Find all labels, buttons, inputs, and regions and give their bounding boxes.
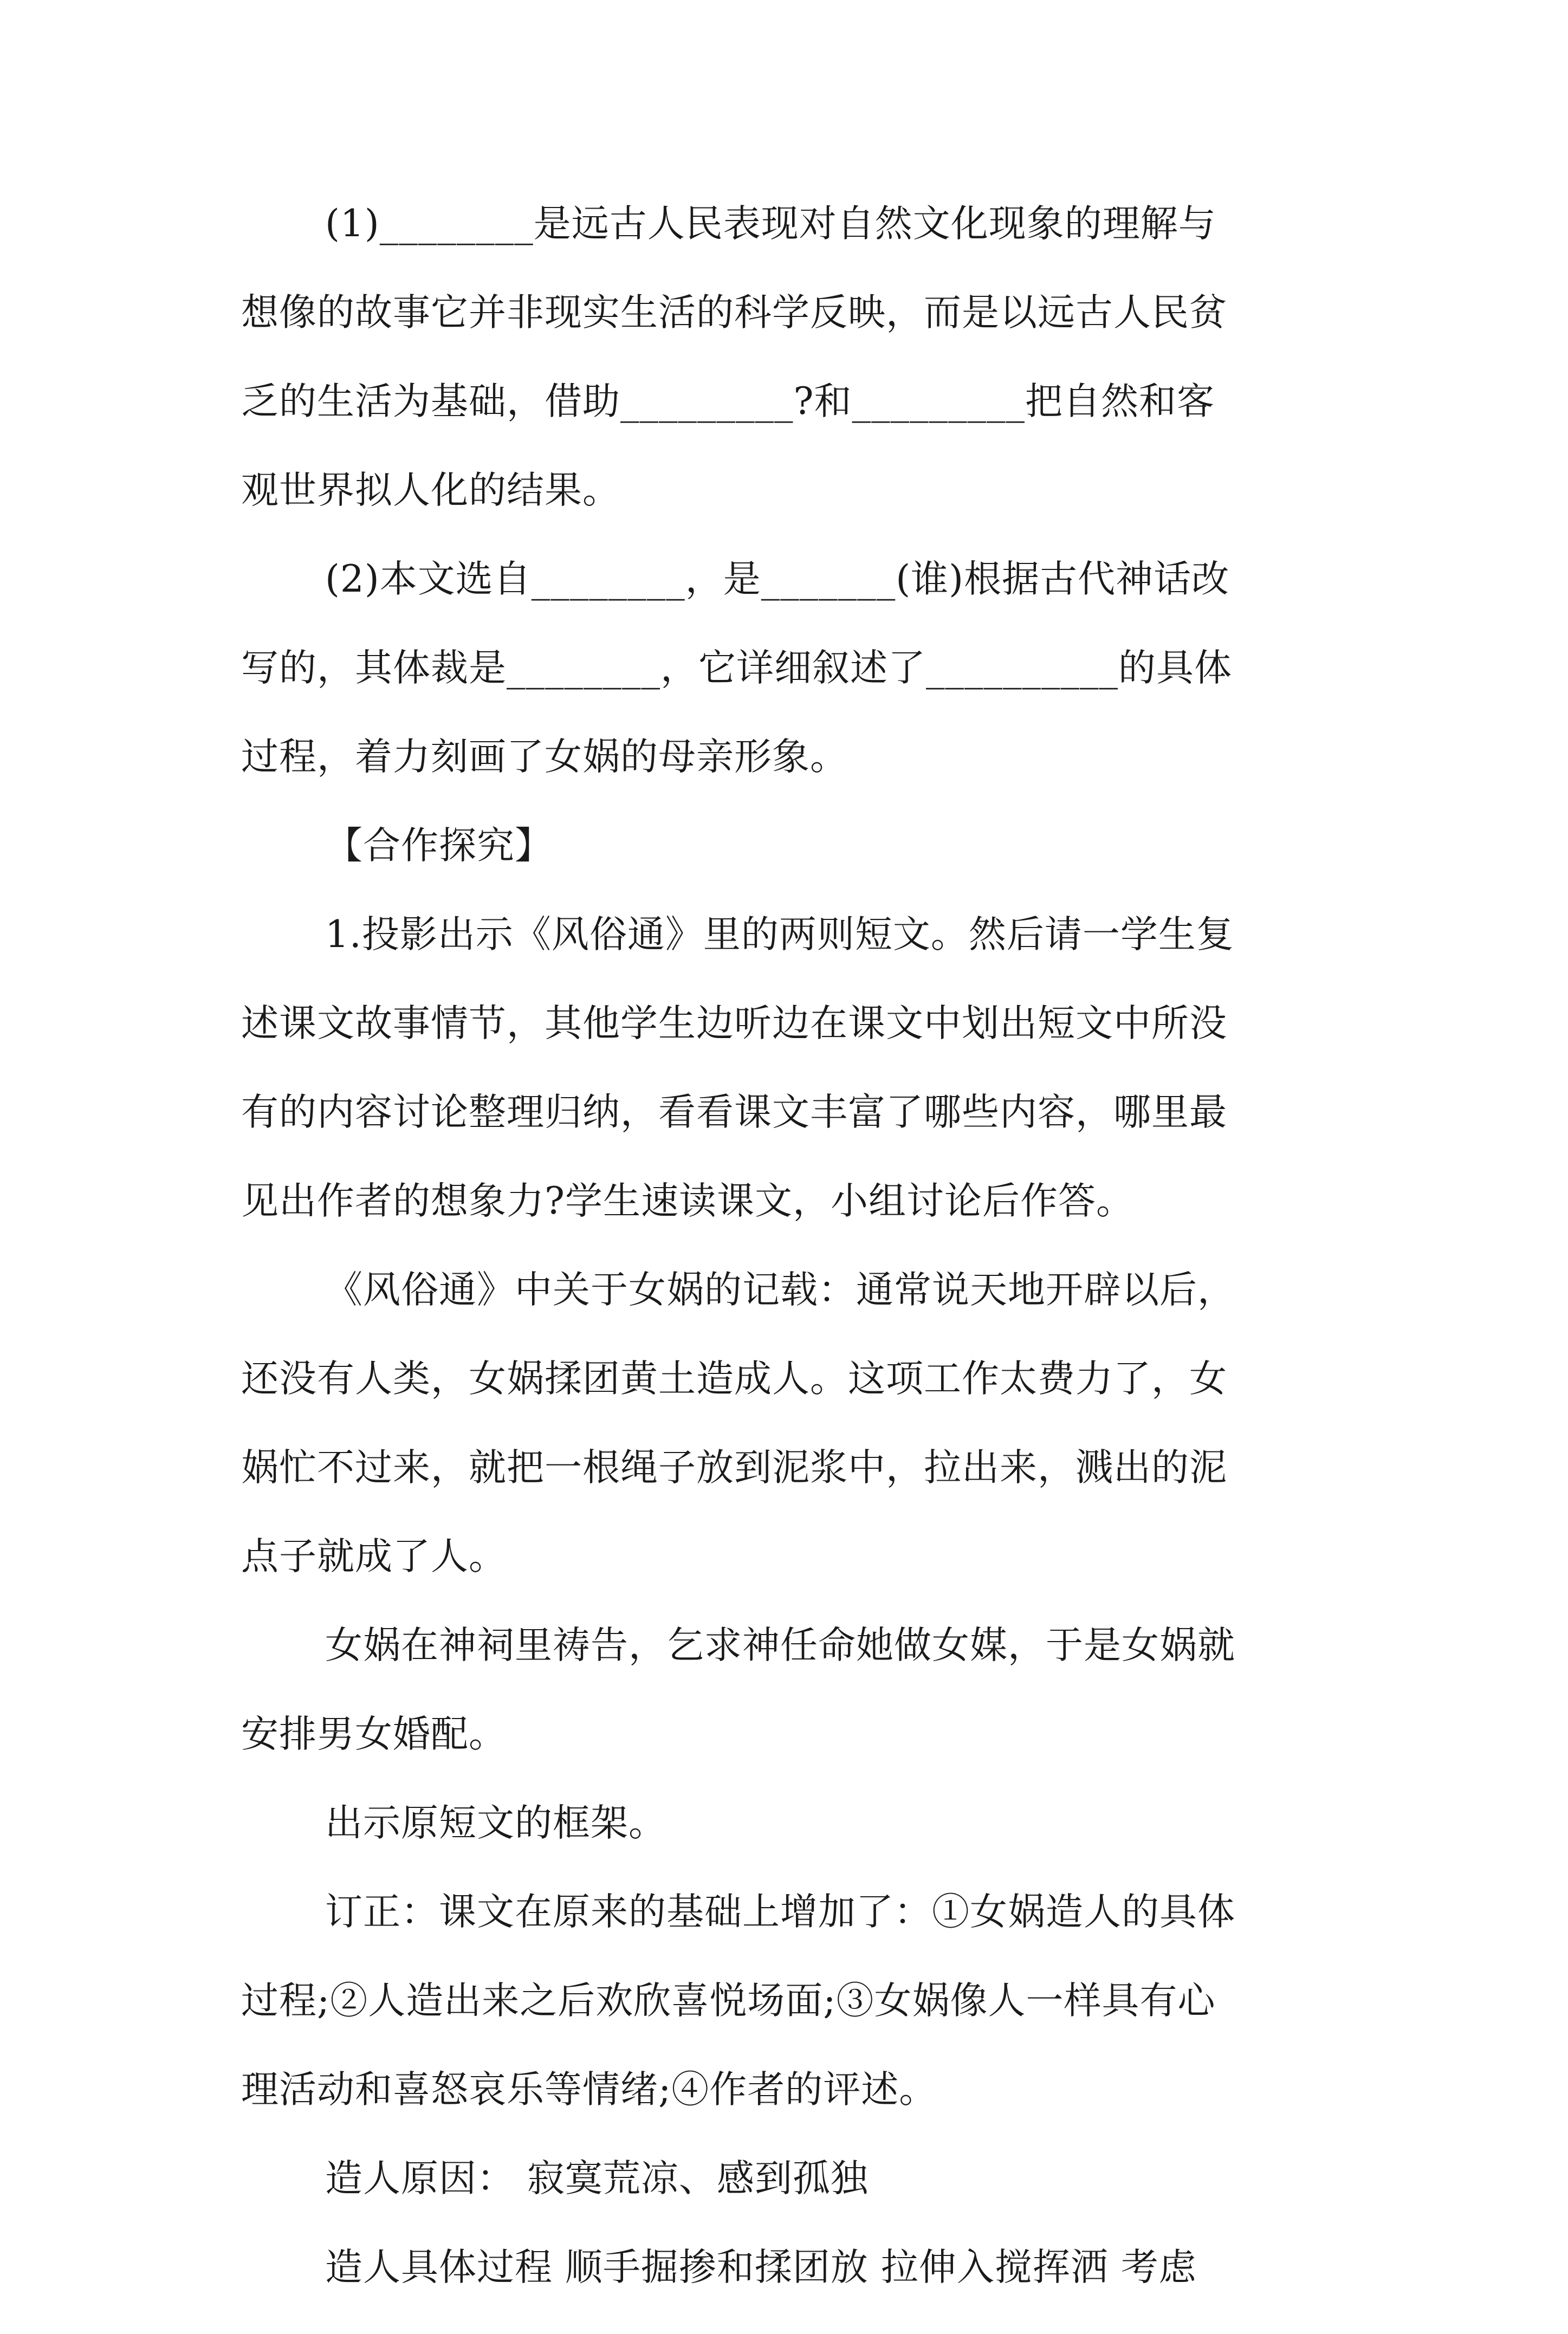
text-line: 见出作者的想象力?学生速读课文，小组讨论后作答。 — [241, 1179, 1134, 1223]
text-line: 想像的故事它并非现实生活的科学反映，而是以远古人民贫 — [241, 291, 1227, 334]
text-line: 理活动和喜怒哀乐等情绪;④作者的评述。 — [241, 2068, 937, 2111]
text-line: 安排男女婚配。 — [241, 1713, 507, 1756]
text-line: 有的内容讨论整理归纳，看看课文丰富了哪些内容，哪里最 — [241, 1091, 1227, 1134]
text-line: 女娲在神祠里祷告，乞求神任命她做女媒，于是女娲就 — [325, 1624, 1235, 1667]
text-line: (1)________是远古人民表现对自然文化现象的理解与 — [325, 202, 1216, 245]
text-line: 点子就成了人。 — [241, 1535, 507, 1578]
text-line: 出示原短文的框架。 — [325, 1801, 666, 1845]
section-heading: 【合作探究】 — [325, 824, 553, 867]
text-line: 1.投影出示《风俗通》里的两则短文。然后请一学生复 — [325, 913, 1234, 956]
text-line: (2)本文选自________，是_______(谁)根据古代神话改 — [325, 557, 1230, 601]
text-line: 订正：课文在原来的基础上增加了：①女娲造人的具体 — [325, 1890, 1235, 1934]
text-line: 过程;②人造出来之后欢欣喜悦场面;③女娲像人一样具有心 — [241, 1979, 1216, 2022]
text-line: 述课文故事情节，其他学生边听边在课文中划出短文中所没 — [241, 1002, 1227, 1045]
text-line: 造人具体过程 顺手掘掺和揉团放 拉伸入搅挥洒 考虑 — [325, 2246, 1197, 2289]
text-line: 过程，着力刻画了女娲的母亲形象。 — [241, 735, 848, 779]
text-line: 写的，其体裁是________，它详细叙述了__________的具体 — [241, 646, 1232, 690]
text-line: 还没有人类，女娲揉团黄土造成人。这项工作太费力了，女 — [241, 1357, 1227, 1401]
text-line: 乏的生活为基础，借助_________?和_________把自然和客 — [241, 380, 1215, 423]
text-line: 造人原因： 寂寞荒凉、感到孤独 — [325, 2157, 869, 2200]
text-line: 娲忙不过来，就把一根绳子放到泥浆中，拉出来，溅出的泥 — [241, 1446, 1227, 1489]
text-line: 观世界拟人化的结果。 — [241, 469, 620, 512]
document-body — [241, 202, 1330, 2334]
text-line: 《风俗通》中关于女娲的记载：通常说天地开辟以后， — [325, 1268, 1235, 1312]
